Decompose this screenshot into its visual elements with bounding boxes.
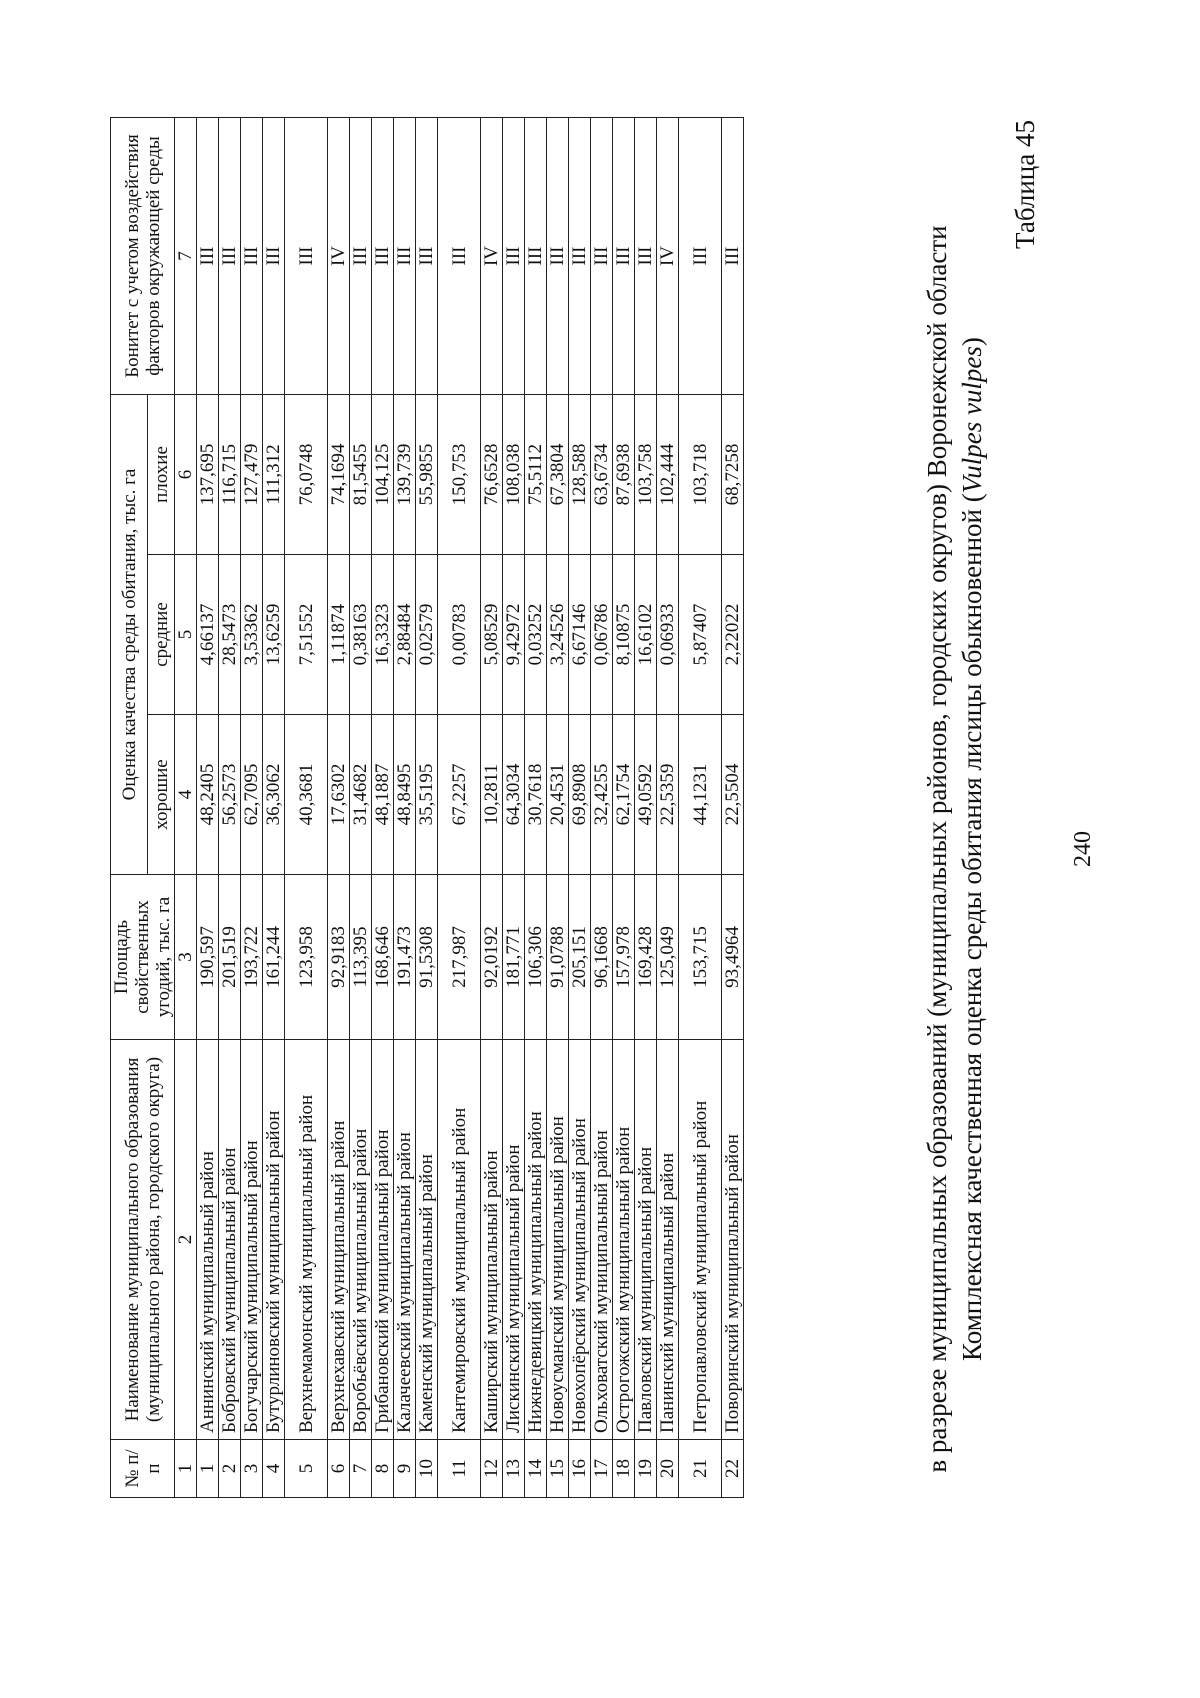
- table-row: [372, 118, 394, 1498]
- row-number: 7: [350, 1440, 372, 1498]
- area-value: 169,428: [635, 875, 657, 1040]
- column-number-row: [175, 118, 197, 1498]
- bonitet-value: III: [394, 118, 416, 395]
- table-row: [569, 118, 591, 1498]
- good-value: 67,2257: [438, 715, 481, 875]
- bad-value: 128,588: [569, 395, 591, 555]
- district-name: Лискинский муниципальный район: [503, 1040, 525, 1440]
- good-value: 17,6302: [328, 715, 350, 875]
- table-row: [591, 118, 613, 1498]
- bad-value: 103,758: [635, 395, 657, 555]
- medium-value: 5,87407: [679, 555, 722, 715]
- table-row: [613, 118, 635, 1498]
- district-name: Нижнедевицкий муниципальный район: [525, 1040, 547, 1440]
- medium-value: 16,6102: [635, 555, 657, 715]
- bonitet-value: III: [547, 118, 569, 395]
- table-row: [679, 118, 722, 1498]
- good-value: 49,0592: [635, 715, 657, 875]
- good-value: 35,5195: [416, 715, 438, 875]
- good-value: 62,7095: [241, 715, 263, 875]
- bad-value: 150,753: [438, 395, 481, 555]
- district-name: Богучарский муниципальный район: [241, 1040, 263, 1440]
- row-number: 10: [416, 1440, 438, 1498]
- table-row: [263, 118, 285, 1498]
- bad-value: 103,718: [679, 395, 722, 555]
- bonitet-value: III: [197, 118, 219, 395]
- header-quality: Оценка качества среды обитания, тыс. га: [111, 395, 148, 875]
- bad-value: 55,9855: [416, 395, 438, 555]
- district-name: Новоусманский муниципальный район: [547, 1040, 569, 1440]
- area-value: 93,4964: [722, 875, 744, 1040]
- district-name: Верхнехавский муниципальный район: [328, 1040, 350, 1440]
- table-label: Таблица 45: [1010, 120, 1040, 249]
- medium-value: 8,10875: [613, 555, 635, 715]
- good-value: 62,1754: [613, 715, 635, 875]
- area-value: 125,049: [657, 875, 679, 1040]
- row-number: 14: [525, 1440, 547, 1498]
- table-row: [438, 118, 481, 1498]
- bonitet-value: III: [722, 118, 744, 395]
- row-number: 17: [591, 1440, 613, 1498]
- area-value: 191,473: [394, 875, 416, 1040]
- column-number: 1: [175, 1440, 197, 1498]
- bonitet-value: III: [263, 118, 285, 395]
- district-name: Кантемировский муниципальный район: [438, 1040, 481, 1440]
- area-value: 123,958: [285, 875, 328, 1040]
- medium-value: 0,06933: [657, 555, 679, 715]
- bonitet-value: III: [613, 118, 635, 395]
- table-row: [241, 118, 263, 1498]
- header-name: Наименование муниципального образования (муниципального района, городского округа): [111, 1040, 175, 1440]
- bonitet-value: III: [416, 118, 438, 395]
- good-value: 36,3062: [263, 715, 285, 875]
- medium-value: 13,6259: [263, 555, 285, 715]
- row-number: 12: [481, 1440, 503, 1498]
- bad-value: 68,7258: [722, 395, 744, 555]
- row-number: 5: [285, 1440, 328, 1498]
- table-row: [525, 118, 547, 1498]
- bad-value: 111,312: [263, 395, 285, 555]
- table-row: [350, 118, 372, 1498]
- table-row: [328, 118, 350, 1498]
- medium-value: 0,00783: [438, 555, 481, 715]
- good-value: 40,3681: [285, 715, 328, 875]
- bad-value: 75,5112: [525, 395, 547, 555]
- bad-value: 87,6938: [613, 395, 635, 555]
- bad-value: 139,739: [394, 395, 416, 555]
- title-line-1: [957, 0, 988, 1698]
- row-number: 3: [241, 1440, 263, 1498]
- bonitet-value: III: [241, 118, 263, 395]
- good-value: 20,4531: [547, 715, 569, 875]
- bonitet-value: III: [219, 118, 241, 395]
- good-value: 30,7618: [525, 715, 547, 875]
- bonitet-value: III: [503, 118, 525, 395]
- bad-value: 63,6734: [591, 395, 613, 555]
- bonitet-value: III: [525, 118, 547, 395]
- bad-value: 81,5455: [350, 395, 372, 555]
- title-part-1: Комплексная качественная оценка среды обитания лисицы обыкновенной (: [957, 493, 987, 1361]
- medium-value: 3,24526: [547, 555, 569, 715]
- table-row: [416, 118, 438, 1498]
- row-number: 16: [569, 1440, 591, 1498]
- district-name: Бутурлиновский муниципальный район: [263, 1040, 285, 1440]
- medium-value: 0,02579: [416, 555, 438, 715]
- area-value: 201,519: [219, 875, 241, 1040]
- bad-value: 76,6528: [481, 395, 503, 555]
- bonitet-value: III: [438, 118, 481, 395]
- area-value: 96,1668: [591, 875, 613, 1040]
- medium-value: 2,88484: [394, 555, 416, 715]
- medium-value: 0,06786: [591, 555, 613, 715]
- row-number: 19: [635, 1440, 657, 1498]
- good-value: 31,4682: [350, 715, 372, 875]
- bonitet-value: III: [350, 118, 372, 395]
- bonitet-value: III: [679, 118, 722, 395]
- header-good: хорошие: [148, 715, 175, 875]
- medium-value: 28,5473: [219, 555, 241, 715]
- district-name: Панинский муниципальный район: [657, 1040, 679, 1440]
- district-name: Грибановский муниципальный район: [372, 1040, 394, 1440]
- table-row: [547, 118, 569, 1498]
- table-row: [285, 118, 328, 1498]
- title-part-2: ): [957, 337, 987, 347]
- good-value: 56,2573: [219, 715, 241, 875]
- district-name: Павловский муниципальный район: [635, 1040, 657, 1440]
- area-value: 205,151: [569, 875, 591, 1040]
- district-name: Ольховатский муниципальный район: [591, 1040, 613, 1440]
- bad-value: 116,715: [219, 395, 241, 555]
- row-number: 22: [722, 1440, 744, 1498]
- row-number: 9: [394, 1440, 416, 1498]
- good-value: 44,1231: [679, 715, 722, 875]
- row-number: 13: [503, 1440, 525, 1498]
- bonitet-value: IV: [657, 118, 679, 395]
- area-value: 153,715: [679, 875, 722, 1040]
- medium-value: 16,3323: [372, 555, 394, 715]
- column-number: 6: [175, 395, 197, 555]
- row-number: 6: [328, 1440, 350, 1498]
- row-number: 15: [547, 1440, 569, 1498]
- table-row: [503, 118, 525, 1498]
- header-row: [111, 118, 148, 1498]
- table-row: [481, 118, 503, 1498]
- area-value: 91,0788: [547, 875, 569, 1040]
- bonitet-value: III: [285, 118, 328, 395]
- medium-value: 4,66137: [197, 555, 219, 715]
- district-name: Каширский муниципальный район: [481, 1040, 503, 1440]
- district-name: Петропавловский муниципальный район: [679, 1040, 722, 1440]
- table-body: [197, 118, 744, 1498]
- column-number: 2: [175, 1040, 197, 1440]
- district-name: Каменский муниципальный район: [416, 1040, 438, 1440]
- medium-value: 5,08529: [481, 555, 503, 715]
- district-name: Верхнемамонский муниципальный район: [285, 1040, 328, 1440]
- row-number: 20: [657, 1440, 679, 1498]
- district-name: Калачеевский муниципальный район: [394, 1040, 416, 1440]
- column-number: 4: [175, 715, 197, 875]
- medium-value: 1,11874: [328, 555, 350, 715]
- medium-value: 0,03252: [525, 555, 547, 715]
- district-name: Воробьёвский муниципальный район: [350, 1040, 372, 1440]
- bad-value: 127,479: [241, 395, 263, 555]
- area-value: 157,978: [613, 875, 635, 1040]
- good-value: 69,8908: [569, 715, 591, 875]
- header-area: Площадь свойственных угодий, тыс. га: [111, 875, 175, 1040]
- row-number: 8: [372, 1440, 394, 1498]
- area-value: 190,597: [197, 875, 219, 1040]
- bad-value: 74,1694: [328, 395, 350, 555]
- table-row: [657, 118, 679, 1498]
- bonitet-value: III: [635, 118, 657, 395]
- table-row: [722, 118, 744, 1498]
- good-value: 48,2405: [197, 715, 219, 875]
- district-name: Новохопёрский муниципальный район: [569, 1040, 591, 1440]
- bonitet-value: IV: [328, 118, 350, 395]
- column-number: 3: [175, 875, 197, 1040]
- good-value: 32,4255: [591, 715, 613, 875]
- row-number: 18: [613, 1440, 635, 1498]
- header-no: № п/п: [111, 1440, 175, 1498]
- row-number: 4: [263, 1440, 285, 1498]
- bad-value: 108,038: [503, 395, 525, 555]
- header-bonitet: Бонитет с учетом воздействия факторов окружающей среды: [111, 118, 175, 395]
- column-number: 7: [175, 118, 197, 395]
- good-value: 10,2811: [481, 715, 503, 875]
- row-number: 1: [197, 1440, 219, 1498]
- area-value: 193,722: [241, 875, 263, 1040]
- row-number: 11: [438, 1440, 481, 1498]
- good-value: 64,3034: [503, 715, 525, 875]
- area-value: 113,395: [350, 875, 372, 1040]
- page-number: 240: [1070, 831, 1096, 867]
- header-bad: плохие: [148, 395, 175, 555]
- district-name: Острогожский муниципальный район: [613, 1040, 635, 1440]
- area-value: 92,0192: [481, 875, 503, 1040]
- area-value: 168,646: [372, 875, 394, 1040]
- medium-value: 9,42972: [503, 555, 525, 715]
- district-name: Аннинский муниципальный район: [197, 1040, 219, 1440]
- area-value: 217,987: [438, 875, 481, 1040]
- bonitet-value: III: [372, 118, 394, 395]
- bonitet-value: III: [591, 118, 613, 395]
- bad-value: 67,3804: [547, 395, 569, 555]
- area-value: 92,9183: [328, 875, 350, 1040]
- header-medium: средние: [148, 555, 175, 715]
- habitat-table: [110, 117, 744, 1498]
- column-number: 5: [175, 555, 197, 715]
- good-value: 48,1887: [372, 715, 394, 875]
- area-value: 106,306: [525, 875, 547, 1040]
- district-name: Поворинский муниципальный район: [722, 1040, 744, 1440]
- bad-value: 104,125: [372, 395, 394, 555]
- medium-value: 0,38163: [350, 555, 372, 715]
- table-row: [197, 118, 219, 1498]
- table-row: [635, 118, 657, 1498]
- district-name: Бобровский муниципальный район: [219, 1040, 241, 1440]
- table-row: [219, 118, 241, 1498]
- good-value: 22,5504: [722, 715, 744, 875]
- medium-value: 3,53362: [241, 555, 263, 715]
- area-value: 161,244: [263, 875, 285, 1040]
- medium-value: 6,67146: [569, 555, 591, 715]
- medium-value: 7,51552: [285, 555, 328, 715]
- bonitet-value: IV: [481, 118, 503, 395]
- species-name: Vulpes vulpes: [957, 346, 987, 494]
- area-value: 91,5308: [416, 875, 438, 1040]
- bad-value: 102,444: [657, 395, 679, 555]
- bad-value: 137,695: [197, 395, 219, 555]
- title-line-2: в разрезе муниципальных образований (муниципальных районов, городских округов) Воронежской области: [922, 225, 952, 1473]
- table-row: [394, 118, 416, 1498]
- medium-value: 2,22022: [722, 555, 744, 715]
- bonitet-value: III: [569, 118, 591, 395]
- row-number: 21: [679, 1440, 722, 1498]
- row-number: 2: [219, 1440, 241, 1498]
- good-value: 48,8495: [394, 715, 416, 875]
- good-value: 22,5359: [657, 715, 679, 875]
- area-value: 181,771: [503, 875, 525, 1040]
- bad-value: 76,0748: [285, 395, 328, 555]
